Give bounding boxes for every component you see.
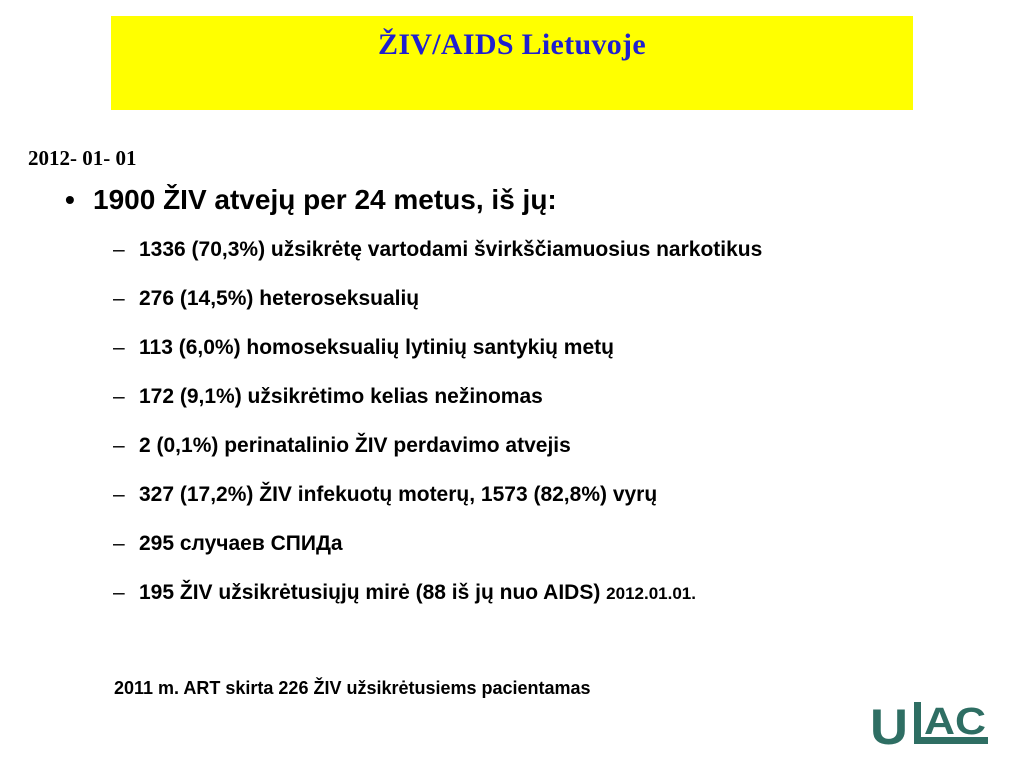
- dash-icon: –: [113, 287, 125, 310]
- sub-bullet-list: [113, 238, 762, 630]
- dash-icon: –: [113, 581, 125, 604]
- list-item: [113, 238, 762, 287]
- dash-icon: –: [113, 434, 125, 457]
- list-item: [113, 532, 762, 581]
- dash-icon: –: [113, 385, 125, 408]
- slide-date: 2012- 01- 01: [28, 146, 137, 170]
- list-item: [113, 385, 762, 434]
- dash-icon: –: [113, 532, 125, 555]
- list-item-text: 276 (14,5%) heteroseksualių: [139, 287, 420, 310]
- list-item: [113, 483, 762, 532]
- list-item: [113, 336, 762, 385]
- ulac-logo-icon: [870, 698, 988, 746]
- dash-icon: –: [113, 336, 125, 359]
- main-bullet: [65, 184, 557, 216]
- svg-text:AC: AC: [924, 701, 986, 743]
- dash-icon: –: [113, 483, 125, 506]
- list-item-text: 113 (6,0%) homoseksualių lytinių santykių metų: [139, 336, 614, 359]
- bullet-dot-icon: •: [65, 184, 75, 215]
- svg-text:U: U: [870, 699, 908, 746]
- list-item-text: 295 случаев СПИДа: [139, 532, 343, 555]
- list-item: [113, 287, 762, 336]
- list-item-text: 2 (0,1%) perinatalinio ŽIV perdavimo atvejis: [139, 434, 571, 457]
- main-bullet-text: 1900 ŽIV atvejų per 24 metus, iš jų:: [93, 184, 557, 215]
- list-item-date: 2012.01.01.: [606, 584, 696, 603]
- list-item-text: 1336 (70,3%) užsikrėtę vartodami švirkščiamuosius narkotikus: [139, 238, 763, 261]
- slide-title: ŽIV/AIDS Lietuvoje: [378, 28, 646, 61]
- list-item: [113, 434, 762, 483]
- list-item-text: 327 (17,2%) ŽIV infekuotų moterų, 1573 (82,8%) vyrų: [139, 483, 658, 506]
- dash-icon: –: [113, 238, 125, 261]
- footnote: 2011 m. ART skirta 226 ŽIV užsikrėtusiems pacientamas: [114, 678, 591, 698]
- list-item-text: 195 ŽIV užsikrėtusiųjų mirė (88 iš jų nuo AIDS): [139, 581, 607, 604]
- list-item: [113, 581, 762, 630]
- title-banner: [111, 16, 913, 110]
- list-item-text: 172 (9,1%) užsikrėtimo kelias nežinomas: [139, 385, 543, 408]
